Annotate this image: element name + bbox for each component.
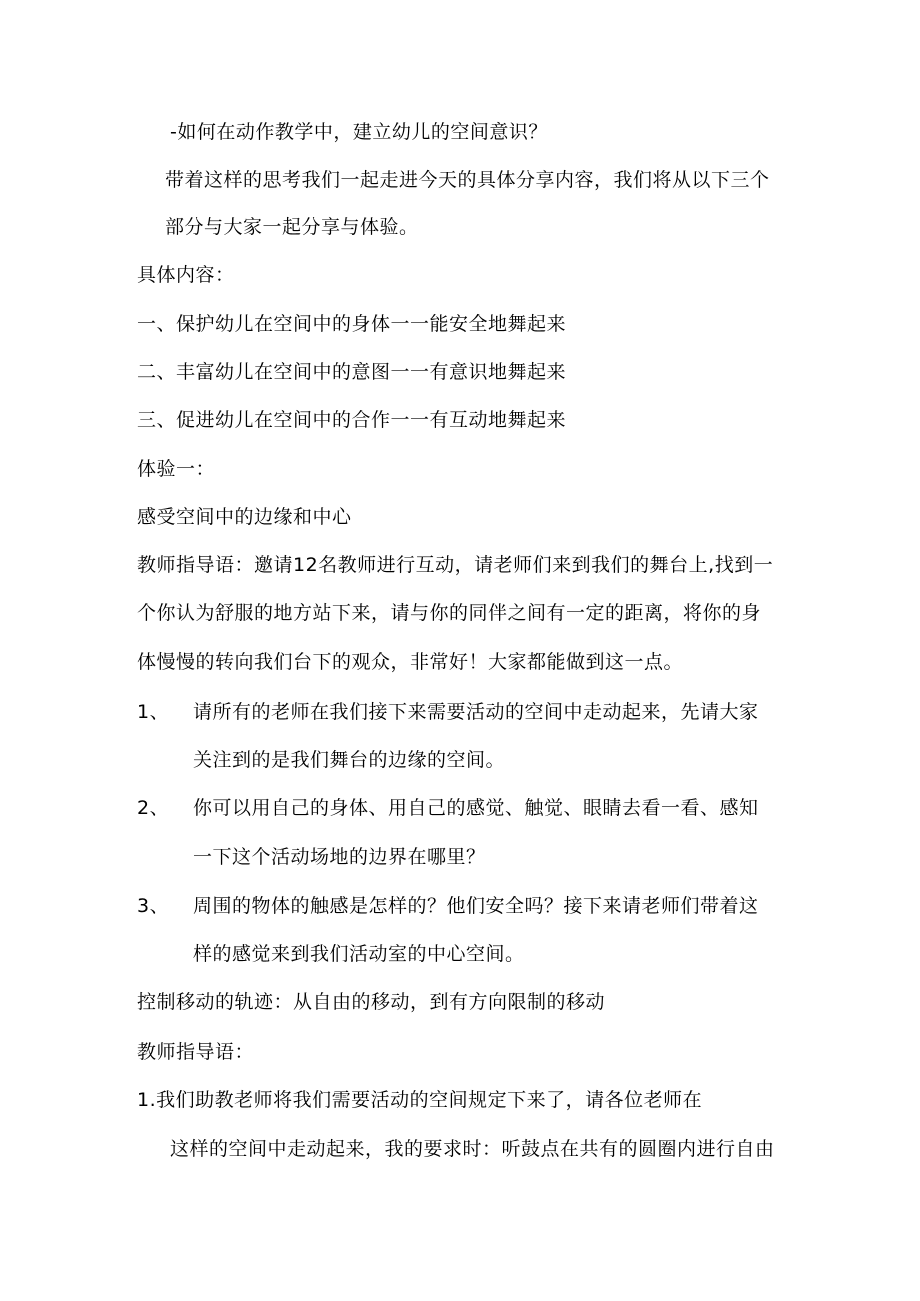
step-2-text: 你可以用自己的身体、用自己的感觉、触觉、眼睛去看一看、感知 xyxy=(193,797,759,819)
movement-point-1: 1.我们助教老师将我们需要活动的空间规定下来了，请各位老师在 xyxy=(137,1089,703,1111)
step-2-number: 2、 xyxy=(137,797,170,819)
intro-lead-line-1: 带着这样的思考我们一起走进今天的具体分享内容，我们将从以下三个 xyxy=(165,169,770,191)
intro-question: -如何在动作教学中，建立幼儿的空间意识？ xyxy=(170,121,548,143)
movement-guide-heading: 教师指导语： xyxy=(137,1041,255,1063)
contents-item-1: 一、保护幼儿在空间中的身体一一能安全地舞起来 xyxy=(137,313,567,335)
movement-heading: 控制移动的轨迹：从自由的移动，到有方向限制的移动 xyxy=(137,991,606,1013)
experience-subheading: 感受空间中的边缘和中心 xyxy=(137,506,352,528)
teacher-guide-line-1: 教师指导语：邀请12名教师进行互动，请老师们来到我们的舞台上,找到一 xyxy=(137,554,774,576)
experience-heading: 体验一： xyxy=(137,458,216,480)
step-2-continuation: 一下这个活动场地的边界在哪里？ xyxy=(193,846,486,868)
step-3-continuation: 样的感觉来到我们活动室的中心空间。 xyxy=(193,943,525,965)
contents-item-3: 三、促进幼儿在空间中的合作一一有互动地舞起来 xyxy=(137,409,567,431)
teacher-guide-line-3: 体慢慢的转向我们台下的观众，非常好！大家都能做到这一点。 xyxy=(137,651,684,673)
movement-point-1-continuation: 这样的空间中走动起来，我的要求时：听鼓点在共有的圆圈内进行自由 xyxy=(170,1138,775,1160)
contents-heading: 具体内容： xyxy=(137,264,235,286)
step-1-continuation: 关注到的是我们舞台的边缘的空间。 xyxy=(193,749,506,771)
intro-lead-line-2: 部分与大家一起分享与体验。 xyxy=(165,216,419,238)
step-1-text: 请所有的老师在我们接下来需要活动的空间中走动起来，先请大家 xyxy=(193,701,759,723)
step-1-number: 1、 xyxy=(137,701,170,723)
step-3-text: 周围的物体的触感是怎样的？他们安全吗？接下来请老师们带着这 xyxy=(193,895,759,917)
step-3-number: 3、 xyxy=(137,895,170,917)
teacher-guide-line-2: 个你认为舒服的地方站下来，请与你的同伴之间有一定的距离，将你的身 xyxy=(137,602,762,624)
contents-item-2: 二、丰富幼儿在空间中的意图一一有意识地舞起来 xyxy=(137,361,567,383)
